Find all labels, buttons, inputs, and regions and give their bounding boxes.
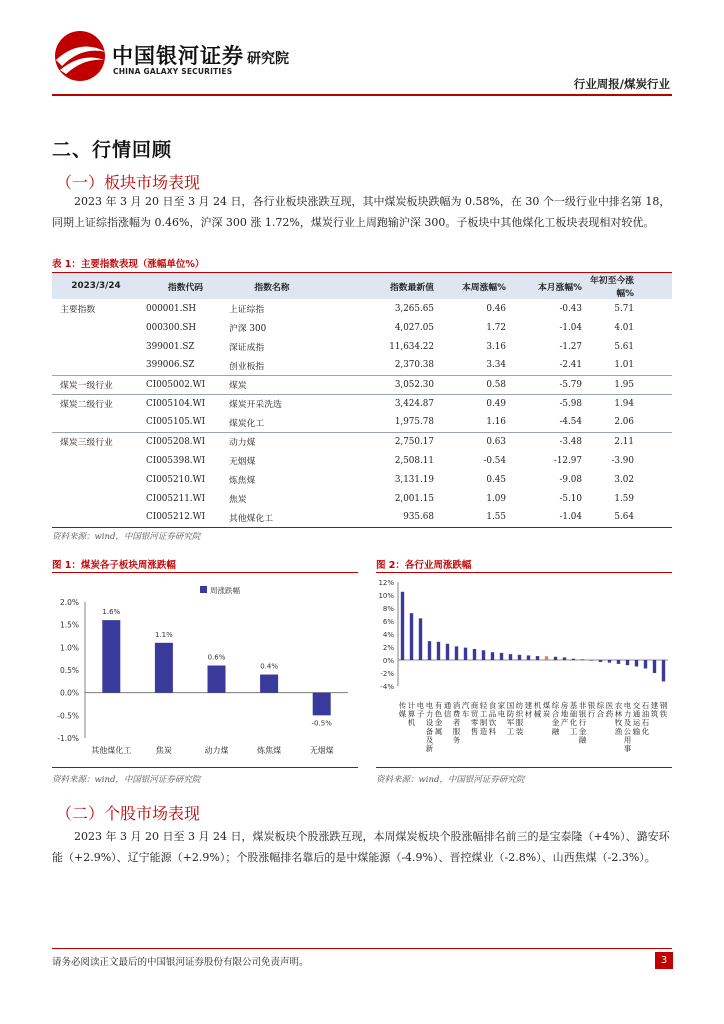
header-code: 指数代码 (132, 273, 225, 300)
table-cell-close: 1,975.78 (394, 417, 434, 428)
table-cell-close: 2,750.17 (315, 432, 442, 451)
table-cell-name: 煤炭化工 (229, 418, 265, 429)
brand-name-en: CHINA GALAXY SECURITIES (113, 67, 233, 76)
table-cell-close: 3,052.30 (315, 375, 442, 394)
chart2-category-label: 非银行金融 (578, 701, 587, 745)
table-cell-ytd: 1.01 (614, 360, 634, 371)
table-cell-code: CI005210.WI (146, 474, 206, 485)
chart1-bar (260, 675, 278, 693)
chart2-ytick-label: 0% (382, 657, 394, 665)
chart2-category-label: 汽车 (461, 701, 470, 719)
chart2-bar (518, 655, 521, 660)
chart2-category-label: 国防军工 (506, 701, 515, 736)
table-row (52, 508, 672, 527)
table-cell-month: -4.54 (559, 417, 582, 428)
table-cell-group (52, 318, 132, 337)
chart2-category-label: 通信 (443, 701, 452, 719)
table-cell-month: -1.27 (559, 341, 582, 352)
table-cell-week: 1.16 (486, 417, 506, 428)
table-row (52, 489, 672, 508)
table-cell-ytd: 5.64 (588, 508, 672, 527)
report-type: 行业周报/煤炭行业 (573, 77, 670, 91)
chart2-category-label: 医药 (605, 701, 614, 719)
header-close: 指数最新值 (315, 273, 442, 300)
table-cell-ytd: 4.01 (614, 322, 634, 333)
galaxy-logo-icon (52, 30, 108, 82)
table-cell-week: 3.16 (486, 341, 506, 352)
disclaimer-note: 请务必阅读正文最后的中国银河证券股份有限公司免责声明。 (52, 957, 309, 968)
header-ytd: 年初至今涨幅% (588, 273, 672, 300)
table-cell-name: 煤炭 (225, 375, 315, 394)
table-cell-name: 煤炭开采洗选 (225, 394, 315, 413)
table-cell-ytd: 5.61 (614, 341, 634, 352)
chart2-category-label: 消费者服务 (452, 701, 461, 745)
chart2-category-label: 银行 (587, 701, 596, 719)
chart2-category-label: 综合 (596, 701, 605, 719)
table-cell-code: CI005104.WI (132, 394, 225, 413)
chart2-category-label: 电力设备及新 (425, 701, 434, 753)
chart1-value-label: -0.5% (311, 719, 332, 728)
figure1-top-rule (52, 572, 358, 573)
page-number: 3 (655, 952, 673, 969)
chart2-category-label: 电力及公用事 (623, 701, 632, 753)
table-row (52, 394, 672, 413)
table-cell-ytd: 5.71 (614, 303, 634, 314)
table-cell-close: 2,001.15 (394, 493, 434, 504)
chart2-bar (428, 641, 431, 660)
table-cell-month: -5.98 (512, 394, 588, 413)
header-divider (52, 94, 672, 96)
chart2-bar (662, 660, 665, 681)
chart2-ytick-label: 6% (382, 618, 394, 626)
chart2-bar (482, 650, 485, 660)
chart2-bar (446, 644, 449, 660)
chart2-category-label: 食品饮料 (488, 701, 497, 736)
chart2-bar (536, 656, 539, 660)
footer-divider (52, 948, 672, 949)
chart1-value-label: 1.1% (155, 630, 173, 639)
chart2-ytick-label: 2% (382, 644, 394, 652)
table-cell-week: -0.54 (483, 455, 506, 466)
table-cell-month: -3.48 (512, 432, 588, 451)
chart1-category-label: 无烟煤 (309, 746, 334, 755)
chart2-category-label: 家电 (497, 701, 506, 719)
table-cell-group (52, 470, 132, 489)
chart2-bar (635, 660, 638, 667)
table-cell-code: CI005211.WI (146, 493, 206, 504)
table-title: 表 1：主要指数表现（涨幅单位%） (52, 259, 205, 270)
chart2-bar (608, 660, 611, 663)
figure1-source: 资料来源：wind，中国银河证券研究院 (52, 775, 201, 785)
chart2-bar (527, 655, 530, 660)
chart2-bar (410, 613, 413, 660)
figure2-title: 图 2：各行业周涨跌幅 (376, 560, 472, 571)
chart2-category-label: 石油石化 (641, 701, 650, 736)
table-row (52, 413, 672, 432)
chart2-category-label: 钢铁 (659, 701, 668, 719)
chart1-ytick-label: 1.5% (59, 620, 79, 630)
table-cell-name: 创业板指 (229, 361, 265, 372)
chart2-ytick-label: 8% (382, 605, 394, 613)
chart1-ytick-label: 0.0% (59, 688, 79, 698)
table-cell-month: -12.97 (553, 455, 582, 466)
table-cell-week: 1.09 (486, 493, 506, 504)
table-cell-name: 动力煤 (225, 432, 315, 451)
table-cell-code: 000300.SH (146, 322, 197, 333)
chart1-value-label: 0.6% (207, 653, 226, 662)
table-row (52, 356, 672, 375)
figure1-chart (52, 574, 358, 764)
table-cell-week: 0.45 (486, 474, 506, 485)
table-cell-group (52, 413, 132, 432)
chart1-ytick-label: -1.0% (57, 734, 79, 743)
table-cell-close: 3,424.87 (315, 394, 442, 413)
brand-name-cn: 中国银河证券 (112, 44, 244, 68)
figure2-chart (376, 574, 672, 766)
table-cell-name: 无烟煤 (229, 457, 256, 467)
table-cell-month: -0.43 (559, 303, 582, 314)
chart2-category-label: 纺织服装 (515, 701, 524, 736)
figure2-top-rule (376, 572, 672, 573)
chart2-category-label: 建材 (524, 701, 533, 719)
chart2-bar (563, 657, 566, 660)
chart2-ytick-label: 4% (382, 631, 394, 639)
table-cell-close: 11,634.22 (389, 341, 434, 352)
table-cell-week: 0.58 (442, 375, 512, 394)
chart2-category-label: 商贸零售 (470, 701, 479, 736)
subsection-title-stocks: （二）个股市场表现 (56, 804, 201, 823)
table-cell-name: 炼焦煤 (229, 476, 256, 486)
table-cell-name: 沪深 300 (229, 324, 267, 334)
chart2-bar (437, 642, 440, 660)
table-cell-close: 3,265.65 (394, 303, 434, 314)
chart2-ytick-label: 12% (378, 579, 394, 587)
table-cell-close: 935.68 (315, 508, 442, 527)
table-cell-group: 煤炭二级行业 (52, 394, 132, 413)
chart2-bar (473, 649, 476, 660)
table-row (52, 470, 672, 489)
chart2-category-label: 煤炭 (542, 701, 551, 719)
chart2-category-label: 传媒 (398, 701, 407, 719)
table-cell-week: 0.49 (442, 394, 512, 413)
table-cell-group: 主要指数 (60, 305, 96, 315)
chart2-ytick-label: -2% (380, 670, 394, 678)
page-header (0, 0, 724, 100)
table-cell-code: 000001.SH (146, 303, 197, 314)
table-cell-ytd: 1.94 (588, 394, 672, 413)
table-cell-code: 399001.SZ (146, 341, 195, 352)
table-cell-code: CI005105.WI (146, 417, 206, 428)
table-cell-week: 0.46 (486, 303, 506, 314)
figure2-bottom-rule (376, 767, 672, 768)
chart1-ytick-label: -0.5% (57, 711, 79, 721)
chart2-category-label: 电子 (416, 701, 425, 719)
table-cell-name: 其他煤化工 (225, 508, 315, 527)
table-cell-close: 4,027.05 (394, 322, 434, 333)
table-cell-code: CI005212.WI (132, 508, 225, 527)
table-cell-week: 0.63 (442, 432, 512, 451)
table-cell-group (52, 508, 132, 527)
chart1-bar (208, 665, 226, 692)
brand-dept: 研究院 (247, 51, 289, 67)
chart2-bar (500, 653, 503, 660)
chart2-bar (590, 660, 593, 661)
header-month: 本月涨幅% (512, 273, 588, 300)
chart1-ytick-label: 1.0% (59, 643, 79, 653)
subsection-title-sector: （一）板块市场表现 (56, 173, 201, 192)
chart1-category-label: 焦炭 (155, 746, 172, 755)
table-cell-ytd: 3.02 (614, 474, 634, 485)
chart2-ytick-label: -4% (380, 683, 394, 691)
table-cell-close: 2,370.38 (394, 360, 434, 371)
chart1-bar (313, 693, 331, 716)
table-cell-name: 焦炭 (229, 495, 247, 505)
chart2-bar (401, 592, 404, 660)
table-cell-group (52, 489, 132, 508)
table-cell-name: 上证综指 (229, 305, 265, 315)
table-cell-week: 1.55 (442, 508, 512, 527)
chart2-bar (644, 660, 647, 668)
chart1-ytick-label: 0.5% (59, 666, 79, 675)
chart1-category-label: 炼焦煤 (257, 746, 282, 755)
table-row (52, 432, 672, 451)
chart2-bar (455, 646, 458, 660)
table-cell-ytd: -3.90 (611, 455, 634, 466)
chart1-value-label: 0.4% (260, 662, 278, 671)
table-cell-code: CI005002.WI (132, 375, 225, 394)
chart1-legend-swatch (200, 586, 207, 593)
chart2-category-label: 有色金属 (434, 701, 443, 736)
chart2-bar (617, 660, 620, 664)
figure1-title: 图 1：煤炭各子板块周涨跌幅 (52, 560, 176, 571)
chart2-bar (572, 659, 575, 660)
index-performance-table (52, 272, 672, 528)
chart2-bar (554, 657, 557, 660)
chart2-category-label: 轻工制造 (479, 701, 488, 736)
chart2-bar (491, 652, 494, 660)
header-week: 本周涨幅% (442, 273, 512, 300)
table-header-row (52, 273, 672, 300)
chart2-bar (509, 654, 512, 660)
table-cell-code: 399006.SZ (146, 360, 195, 371)
chart2-category-label: 基础化工 (569, 701, 578, 736)
chart1-ytick-label: 2.0% (59, 598, 79, 607)
table-row (52, 451, 672, 470)
header-date: 2023/3/24 (52, 273, 132, 300)
table-cell-month: -9.08 (559, 474, 582, 485)
table-cell-name: 深证成指 (229, 343, 265, 353)
table-cell-month: -2.41 (559, 360, 582, 371)
table-row (52, 299, 672, 318)
section-title: 二、行情回顾 (52, 139, 173, 161)
table-cell-group (52, 451, 132, 470)
chart2-category-label: 房地产 (560, 701, 569, 728)
chart2-category-label: 建筑 (650, 701, 659, 719)
chart1-value-label: 1.6% (102, 608, 121, 617)
chart2-category-label: 计算机 (407, 701, 416, 728)
chart1-category-label: 动力煤 (204, 746, 229, 755)
chart1-category-label: 其他煤化工 (91, 746, 132, 755)
table-cell-group: 煤炭一级行业 (52, 375, 132, 394)
chart2-bar (626, 660, 629, 665)
header-name: 指数名称 (225, 273, 315, 300)
table-cell-close: 3,131.19 (394, 474, 434, 485)
table-cell-ytd: 2.06 (614, 417, 634, 428)
chart1-legend-label: 周涨跌幅 (210, 586, 240, 595)
table-cell-group: 煤炭三级行业 (52, 432, 132, 451)
chart2-bar (653, 660, 656, 673)
chart2-category-label: 机械 (533, 701, 542, 719)
table-cell-ytd: 1.59 (614, 493, 634, 504)
chart2-bar (545, 656, 548, 660)
chart2-category-label: 综合金融 (551, 701, 560, 736)
table-cell-ytd: 1.95 (588, 375, 672, 394)
table-source: 资料来源：wind，中国银河证券研究院 (52, 532, 201, 542)
chart2-bar (419, 618, 422, 660)
chart1-bar (102, 620, 120, 693)
figure2-source: 资料来源：wind，中国银河证券研究院 (376, 775, 525, 785)
figure1-bottom-rule (52, 767, 358, 768)
chart2-bar (464, 648, 467, 660)
table-cell-code: CI005398.WI (146, 455, 206, 466)
table-cell-month: -1.04 (559, 322, 582, 333)
table-cell-week: 3.34 (486, 360, 506, 371)
table-cell-group (52, 356, 132, 375)
table-cell-ytd: 2.11 (588, 432, 672, 451)
sector-paragraph: 2023 年 3 月 20 日至 3 月 24 日，各行业板块涨跌互现，其中煤炭板块跌幅为 0.58%，在 30 个一级行业中排名第 18，同期上证综指涨幅为 0.46%，沪深 300 涨 1.72%，煤炭行业上周跑输沪深 300。子板块中其他煤化工板块表现相对较优。 (52, 195, 671, 229)
table-cell-code: CI005208.WI (132, 432, 225, 451)
chart2-bar (599, 660, 602, 662)
stocks-paragraph: 2023 年 3 月 20 日至 3 月 24 日，煤炭板块个股涨跌互现，本周煤炭板块个股涨幅排名前三的是宝泰隆（+4%）、潞安环能（+2.9%）、辽宁能源（+2.9%）；个股涨幅排名靠后的是中煤能源（-4.9%）、晋控煤业（-2.8%）、山西焦煤（-2.3%）。 (52, 830, 670, 864)
table-cell-month: -1.04 (512, 508, 588, 527)
chart2-bar (581, 659, 584, 660)
table-cell-close: 2,508.11 (394, 455, 434, 466)
table-cell-month: -5.79 (512, 375, 588, 394)
table-row (52, 318, 672, 337)
table-row (52, 375, 672, 394)
chart2-category-label: 农林牧渔 (614, 701, 623, 736)
chart1-bar (155, 643, 173, 693)
table-cell-week: 1.72 (486, 322, 506, 333)
chart2-ytick-label: 10% (378, 592, 394, 600)
table-cell-month: -5.10 (559, 493, 582, 504)
table-cell-group (52, 337, 132, 356)
chart2-category-label: 交通运输 (632, 701, 641, 736)
table-row (52, 337, 672, 356)
